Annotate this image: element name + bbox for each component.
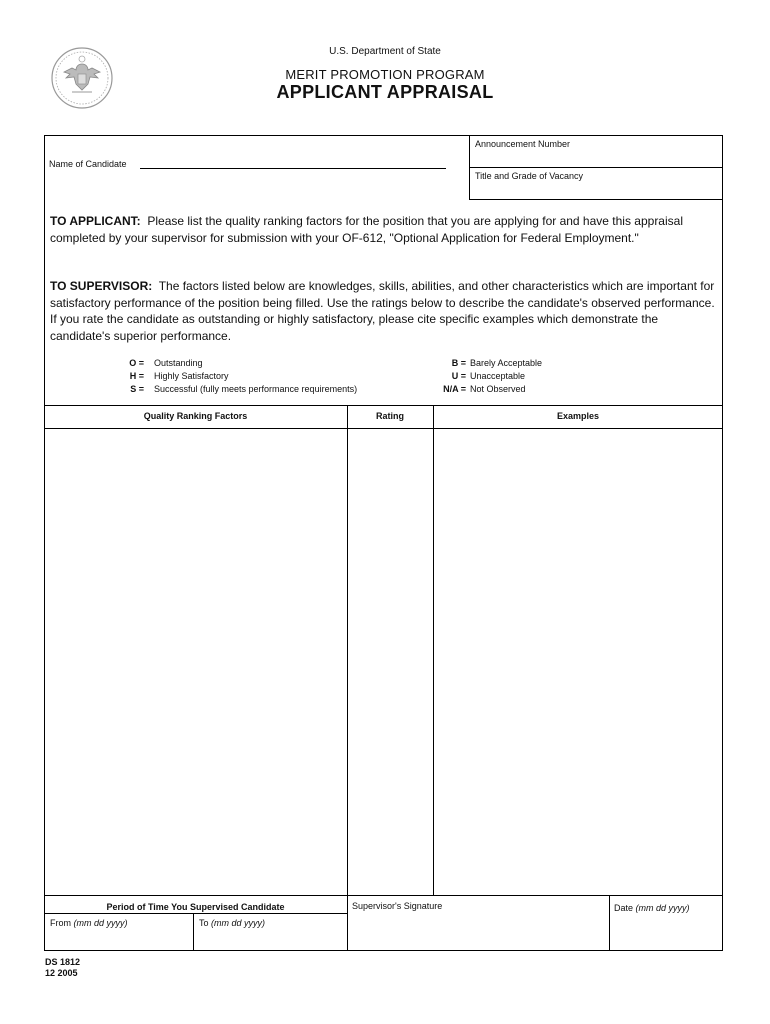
signature-date-divider <box>609 895 610 951</box>
from-label: From <box>50 918 71 928</box>
to-date-field[interactable] <box>195 930 345 949</box>
table-divider-factors-rating <box>347 405 348 951</box>
applicant-text: Please list the quality ranking factors for the position that you are applying for and have this appraisal completed by your supervisor for submission with your OF-612, "Optional Application for Federal Employment." <box>50 214 683 245</box>
column-header-rating: Rating <box>376 411 404 421</box>
form-revision: 12 2005 <box>45 968 78 978</box>
examples-field[interactable] <box>435 431 721 893</box>
from-date-field[interactable] <box>46 930 191 949</box>
column-header-quality-ranking-factors: Quality Ranking Factors <box>143 411 248 421</box>
rating-description: Barely Acceptable <box>470 358 543 368</box>
period-subheader-border <box>44 913 347 914</box>
supervisor-instructions <box>50 278 715 344</box>
rating-description: Unacceptable <box>470 371 526 381</box>
rating-description: Not Observed <box>470 384 526 394</box>
vacancy-title-grade-field[interactable] <box>470 183 722 199</box>
column-header-examples: Examples <box>556 411 600 421</box>
applicant-instructions <box>50 213 715 246</box>
form-identifier <box>45 957 80 979</box>
rating-legend-right-descriptions <box>470 357 542 396</box>
rating-description: Outstanding <box>154 358 203 368</box>
supervisor-heading: TO SUPERVISOR: <box>50 279 153 293</box>
quality-ranking-factors-field[interactable] <box>46 431 345 893</box>
date-label: Date <box>614 903 634 913</box>
from-date-format: (mm dd yyyy) <box>73 918 128 928</box>
signature-date-label <box>614 903 690 913</box>
period-supervised-label: Period of Time You Supervised Candidate <box>106 902 285 912</box>
rating-code: H = <box>129 371 144 381</box>
rating-code: O = <box>129 358 144 368</box>
name-of-candidate-label: Name of Candidate <box>49 159 127 169</box>
announcement-number-field[interactable] <box>470 151 722 166</box>
rating-legend-left-codes <box>96 357 144 396</box>
table-header-bottom-border <box>44 428 723 429</box>
announcement-divider <box>469 167 723 168</box>
to-date-label <box>199 918 265 928</box>
supervisor-signature-label: Supervisor's Signature <box>352 901 443 911</box>
table-top-border <box>44 405 723 406</box>
from-date-label <box>50 918 128 928</box>
signature-date-field[interactable] <box>611 915 721 949</box>
bottom-section-border <box>44 895 723 896</box>
program-name: MERIT PROMOTION PROGRAM <box>285 67 485 82</box>
table-divider-rating-examples <box>433 405 434 895</box>
from-to-divider <box>193 913 194 951</box>
rating-code: N/A = <box>443 384 466 394</box>
rating-code: S = <box>130 384 144 394</box>
rating-legend-right-codes <box>420 357 466 396</box>
vacancy-title-grade-label: Title and Grade of Vacancy <box>475 171 584 181</box>
supervisor-signature-field[interactable] <box>349 913 607 949</box>
announcement-number-label: Announcement Number <box>475 139 571 149</box>
department-name: U.S. Department of State <box>329 46 441 57</box>
rating-description: Successful (fully meets performance requirements) <box>154 384 358 394</box>
supervisor-text: The factors listed below are knowledges, skills, abilities, and other characteristics which are important for satisfactory performance of the position being filled. Use the ratings below to describe the candidate's observed performance. If you rate the candidate as outstanding or highly satisfactory, please cite specific examples which demonstrate the candidate's superior performance. <box>50 279 715 343</box>
to-date-format: (mm dd yyyy) <box>211 918 266 928</box>
to-label: To <box>199 918 209 928</box>
applicant-heading: TO APPLICANT: <box>50 214 141 228</box>
rating-code: U = <box>451 371 466 381</box>
rating-code: B = <box>451 358 466 368</box>
date-format: (mm dd yyyy) <box>635 903 690 913</box>
rating-field[interactable] <box>349 431 431 893</box>
rating-legend-left-descriptions <box>154 357 357 396</box>
form-number: DS 1812 <box>45 957 81 967</box>
page-title: APPLICANT APPRAISAL <box>276 82 494 102</box>
rating-description: Highly Satisfactory <box>154 371 229 381</box>
name-of-candidate-field[interactable] <box>140 168 446 169</box>
